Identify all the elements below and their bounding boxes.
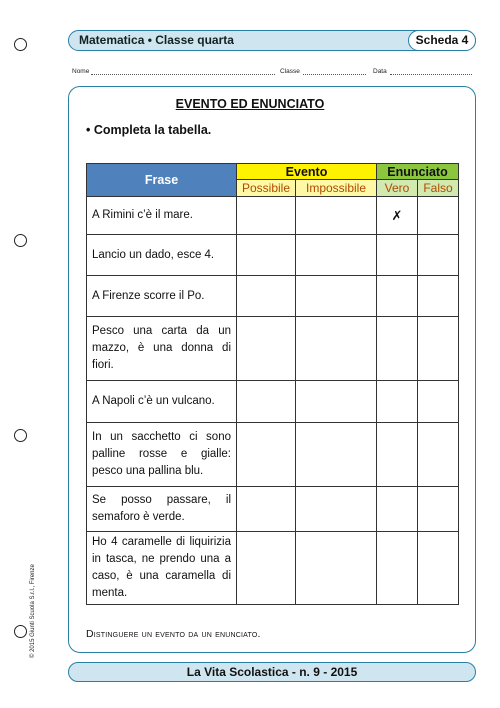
impossibile-cell[interactable]	[296, 276, 377, 317]
sentence-cell: In un sacchetto ci sono palline rosse e gialle: pesco una pallina blu.	[87, 423, 237, 487]
sentence-cell: A Firenze scorre il Po.	[87, 276, 237, 317]
table-row	[87, 317, 459, 381]
binder-hole	[14, 429, 27, 442]
class-label: Classe	[280, 68, 300, 75]
vero-cell[interactable]	[377, 235, 418, 276]
exercise-table	[86, 163, 459, 605]
possibile-cell[interactable]	[237, 423, 296, 487]
binder-hole	[14, 38, 27, 51]
footnote: Distinguere un evento da un enunciato.	[86, 628, 261, 640]
date-label: Data	[373, 68, 387, 75]
header-frase: Frase	[87, 164, 237, 197]
sheet-label: Scheda 4	[408, 30, 476, 51]
binder-hole	[14, 625, 27, 638]
impossibile-cell[interactable]	[296, 235, 377, 276]
date-field[interactable]	[390, 74, 472, 75]
impossibile-cell[interactable]	[296, 317, 377, 381]
header-enunciato: Enunciato	[377, 164, 459, 180]
class-field[interactable]	[303, 74, 366, 75]
possibile-cell[interactable]	[237, 487, 296, 532]
footer-bar: La Vita Scolastica - n. 9 - 2015	[68, 662, 476, 682]
page-title: EVENTO ED ENUNCIATO	[175, 97, 325, 111]
falso-cell[interactable]	[418, 381, 459, 423]
subject-label: Matematica • Classe quarta	[79, 33, 234, 47]
falso-cell[interactable]	[418, 423, 459, 487]
copyright-notice: © 2015 Giunti Scuola S.r.l., Firenze	[30, 564, 36, 658]
sentence-cell: Pesco una carta da un mazzo, è una donna di fiori.	[87, 317, 237, 381]
vero-cell[interactable]	[377, 423, 418, 487]
impossibile-cell[interactable]	[296, 423, 377, 487]
impossibile-cell[interactable]	[296, 487, 377, 532]
table-row	[87, 276, 459, 317]
vero-cell[interactable]	[377, 317, 418, 381]
falso-cell[interactable]	[418, 317, 459, 381]
instruction: • Completa la tabella.	[86, 123, 212, 137]
vero-cell[interactable]	[377, 487, 418, 532]
vero-cell[interactable]	[377, 532, 418, 605]
sentence-cell: A Rimini c’è il mare.	[87, 197, 237, 235]
falso-cell[interactable]	[418, 235, 459, 276]
table-row	[87, 487, 459, 532]
impossibile-cell[interactable]	[296, 381, 377, 423]
subheader-falso: Falso	[418, 180, 459, 197]
vero-cell[interactable]	[377, 276, 418, 317]
table-row	[87, 197, 459, 235]
subheader-impossibile: Impossibile	[296, 180, 377, 197]
subheader-vero: Vero	[377, 180, 418, 197]
sentence-cell: Ho 4 caramelle di liquirizia in tasca, ne prendo una a caso, è una caramella di menta.	[87, 532, 237, 605]
table-row	[87, 235, 459, 276]
vero-cell[interactable]	[377, 381, 418, 423]
subheader-possibile: Possibile	[237, 180, 296, 197]
possibile-cell[interactable]	[237, 197, 296, 235]
name-label: Nome	[72, 68, 90, 75]
vero-cell[interactable]: ✗	[377, 197, 418, 235]
possibile-cell[interactable]	[237, 235, 296, 276]
impossibile-cell[interactable]	[296, 197, 377, 235]
sentence-cell: Lancio un dado, esce 4.	[87, 235, 237, 276]
sentence-cell: Se posso passare, il semaforo è verde.	[87, 487, 237, 532]
possibile-cell[interactable]	[237, 276, 296, 317]
header-evento: Evento	[237, 164, 377, 180]
table-row	[87, 381, 459, 423]
binder-hole	[14, 234, 27, 247]
table-row	[87, 532, 459, 605]
possibile-cell[interactable]	[237, 317, 296, 381]
table-row	[87, 423, 459, 487]
impossibile-cell[interactable]	[296, 532, 377, 605]
falso-cell[interactable]	[418, 487, 459, 532]
possibile-cell[interactable]	[237, 381, 296, 423]
falso-cell[interactable]	[418, 276, 459, 317]
sentence-cell: A Napoli c’è un vulcano.	[87, 381, 237, 423]
possibile-cell[interactable]	[237, 532, 296, 605]
falso-cell[interactable]	[418, 532, 459, 605]
name-field[interactable]	[91, 74, 275, 75]
header-bar	[68, 30, 476, 51]
falso-cell[interactable]	[418, 197, 459, 235]
